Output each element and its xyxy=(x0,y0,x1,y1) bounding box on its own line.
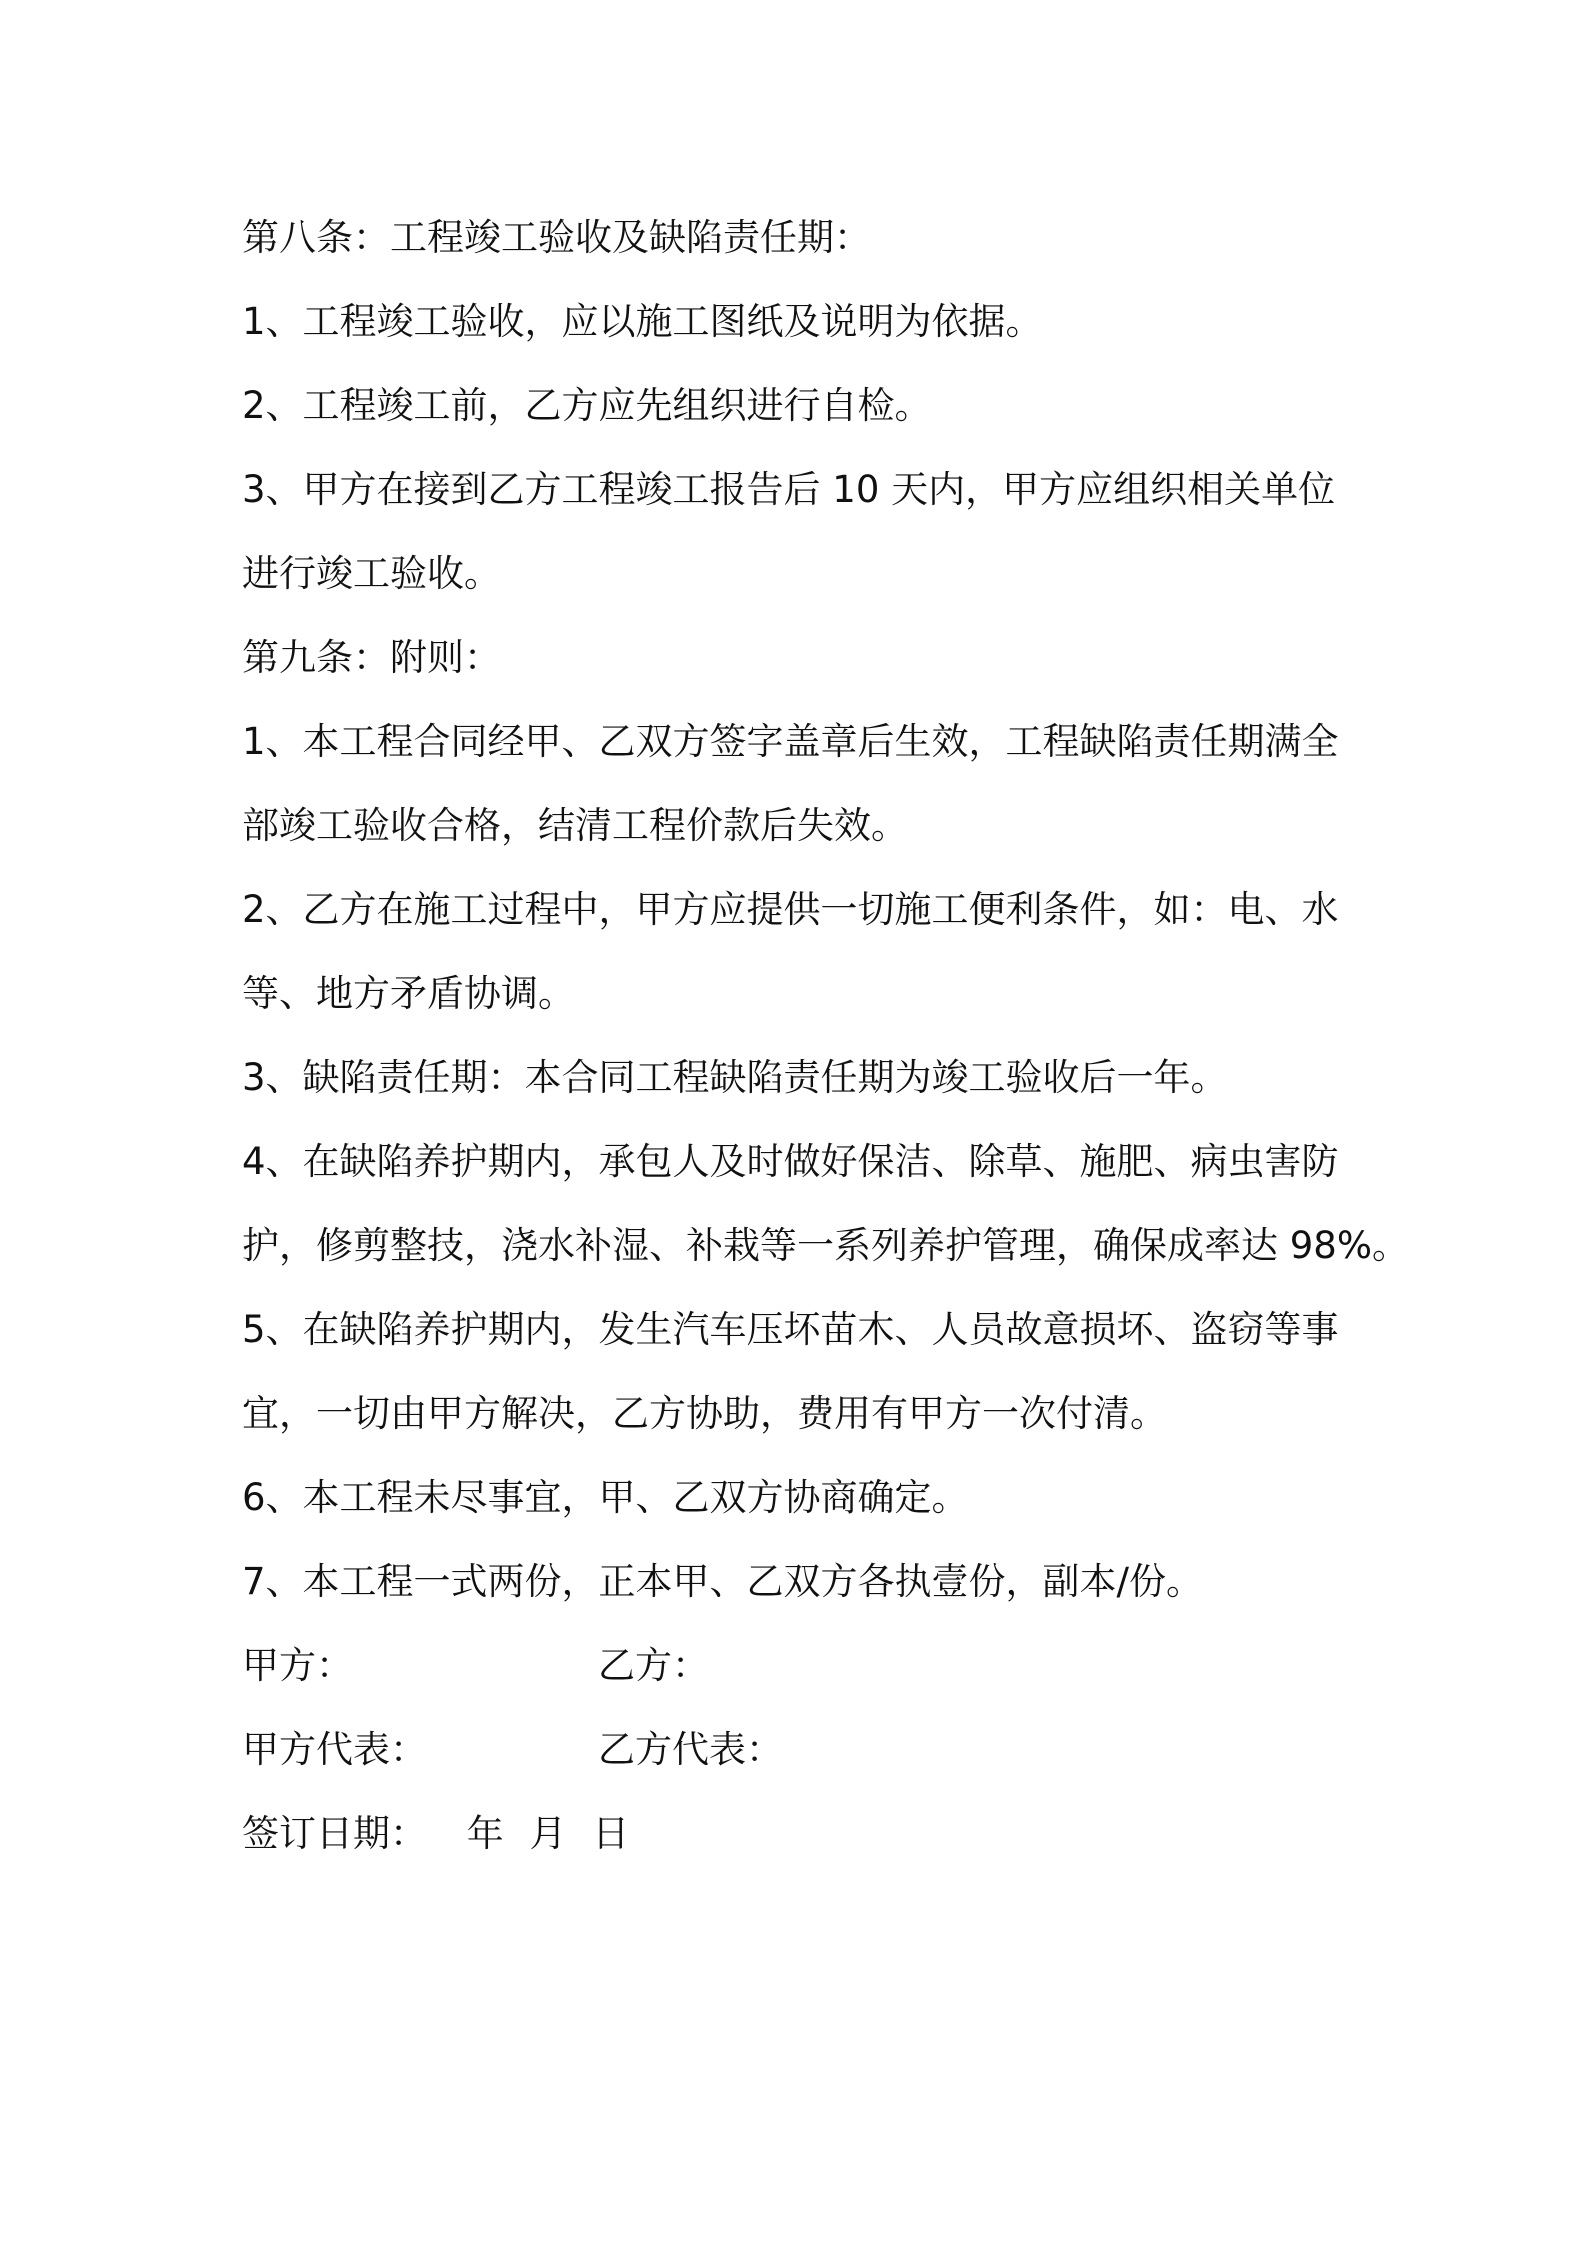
document-body xyxy=(242,196,1409,1876)
signature-rep-row xyxy=(242,1708,1352,1792)
sign-date-day: 日 xyxy=(592,1812,630,1855)
article-8-heading: 第八条：工程竣工验收及缺陷责任期： xyxy=(242,216,871,259)
sign-date-year: 年 xyxy=(466,1812,504,1855)
article-9-item-7: 7、本工程一式两份，正本甲、乙双方各执壹份，副本/份。 xyxy=(242,1560,1204,1603)
article-9-item-1: 1、本工程合同经甲、乙双方签字盖章后生效，工程缺陷责任期满全 xyxy=(242,720,1339,763)
party-a-rep-label: 甲方代表： xyxy=(242,1728,427,1771)
article-8-item-3: 3、甲方在接到乙方工程竣工报告后 10 天内，甲方应组织相关单位 xyxy=(242,468,1336,511)
article-9-item-6: 6、本工程未尽事宜，甲、乙双方协商确定。 xyxy=(242,1476,969,1519)
article-9-heading: 第九条：附则： xyxy=(242,636,501,679)
article-9-item-3: 3、缺陷责任期：本合同工程缺陷责任期为竣工验收后一年。 xyxy=(242,1056,1228,1099)
article-8-item-3-cont: 进行竣工验收。 xyxy=(242,552,501,595)
signature-party-row xyxy=(242,1624,1352,1708)
article-9-item-5: 5、在缺陷养护期内，发生汽车压坏苗木、人员故意损坏、盗窃等事 xyxy=(242,1308,1339,1351)
article-9-item-2: 2、乙方在施工过程中，甲方应提供一切施工便利条件，如：电、水 xyxy=(242,888,1339,931)
party-b-label: 乙方： xyxy=(598,1644,709,1687)
article-9-item-5-cont: 宜，一切由甲方解决，乙方协助，费用有甲方一次付清。 xyxy=(242,1392,1167,1435)
party-b-rep-label: 乙方代表： xyxy=(598,1728,783,1771)
article-8-item-1: 1、工程竣工验收，应以施工图纸及说明为依据。 xyxy=(242,300,1043,343)
article-9-item-4: 4、在缺陷养护期内，承包人及时做好保洁、除草、施肥、病虫害防 xyxy=(242,1140,1339,1183)
sign-date-month: 月 xyxy=(529,1812,567,1855)
article-9-item-2-cont: 等、地方矛盾协调。 xyxy=(242,972,575,1015)
article-9-item-4-cont: 护，修剪整技，浇水补湿、补栽等一系列养护管理，确保成率达 98%。 xyxy=(242,1224,1409,1267)
article-8-item-2: 2、工程竣工前，乙方应先组织进行自检。 xyxy=(242,384,932,427)
sign-date-label: 签订日期： xyxy=(242,1812,427,1855)
article-9-item-1-cont: 部竣工验收合格，结清工程价款后失效。 xyxy=(242,804,908,847)
party-a-label: 甲方： xyxy=(242,1644,353,1687)
sign-date-row xyxy=(242,1792,1352,1876)
